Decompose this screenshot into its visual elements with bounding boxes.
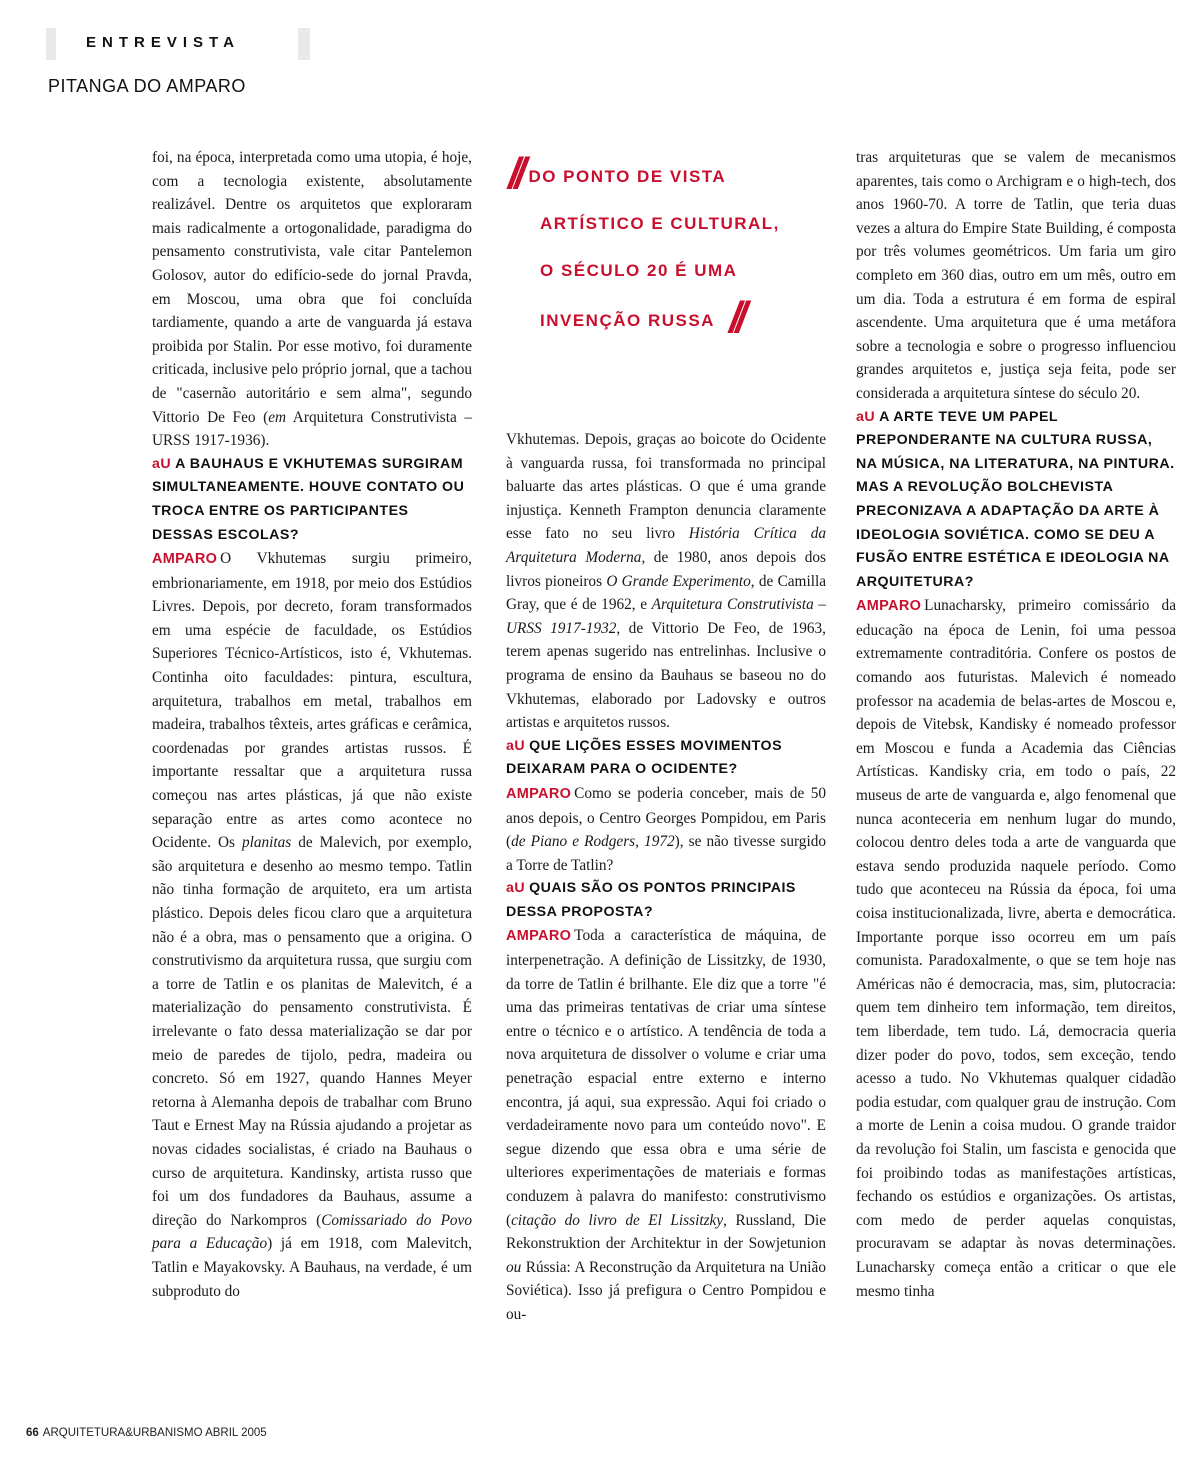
- speaker-label: AMPARO: [856, 598, 922, 615]
- question-marker: aU: [506, 880, 526, 897]
- question-marker: aU: [856, 408, 876, 425]
- article-column-2: [506, 428, 826, 1327]
- section-label: ENTREVISTA: [86, 34, 240, 51]
- question-marker: aU: [152, 455, 172, 472]
- page-footer: [26, 1427, 267, 1439]
- article-column-1: [152, 146, 472, 1303]
- paragraph: Vkhutemas. Depois, graças ao boicote do Ocidente à vanguarda russa, foi transformada no principal baluarte das artes plásticas. O que é uma grande injustiça. Kenneth Frampton denuncia claramente esse fato no seu livro História Crítica da Arquitetura Moderna, de 1980, anos depois dos livros pioneiros O Grande Experimento, de Camilla Gray, que é de 1962, e Arquitetura Construtivista – URSS 1917-1932, de Vittorio De Feo, de 1963, terem apenas sugerido nas entrelinhas. Inclusive o programa de ensino da Bauhaus se baseou no do Vkhutemas, elaborado por Ladovsky e outros artistas e arquitetos russos.: [506, 431, 827, 732]
- page-number: 66: [26, 1427, 39, 1439]
- quote-open-mark: //: [508, 149, 521, 198]
- section-tab: [46, 28, 310, 60]
- speaker-label: AMPARO: [506, 785, 572, 802]
- interview-question: aU QUAIS SÃO OS PONTOS PRINCIPAIS DESSA PROPOSTA?: [506, 880, 796, 920]
- interview-question: aU A ARTE TEVE UM PAPEL PREPONDERANTE NA CULTURA RUSSA, NA MÚSICA, NA LITERATURA, NA PINTURA. MAS A REVOLUÇÃO BOLCHEVISTA PRECONIZAVA A ADAPTAÇÃO DA ARTE À IDEOLOGIA SOVIÉTICA. COMO SE DEU A FUSÃO ENTRE ESTÉTICA E IDEOLOGIA NA ARQUITETURA?: [856, 408, 1175, 590]
- interview-answer: AMPARO Toda a característica de máquina, de interpenetração. A definição de Lissitzky, de 1930, da torre de Tatlin é brilhante. Ele diz que a torre "é uma das primeiras tentativas de criar uma síntese entre o técnico e o artístico. A tendência de toda a nova arquitetura de dissolver o volume e criar uma penetração espacial entre externo e interno encontra, já aqui, sua expressão. Aqui foi criado o verdadeiramente novo para um conteúdo novo". E segue dizendo que essa obra e uma série de ulteriores experimentações de materiais e formas conduzem à palavra do manifesto: construtivismo (citação do livro de El Lissitzky, Russland, Die Rekonstruktion der Architektur in der Sowjetunion ou Rússia: A Reconstrução da Arquitetura na União Soviética). Isso já prefigura o Centro Pompidou e ou-: [506, 927, 826, 1323]
- interview-question: aU A BAUHAUS E VKHUTEMAS SURGIRAM SIMULTANEAMENTE. HOUVE CONTATO OU TROCA ENTRE OS PARTICIPANTES DESSAS ESCOLAS?: [152, 455, 465, 543]
- interview-answer: AMPARO Como se poderia conceber, mais de 50 anos depois, o Centro Georges Pompidou, em Paris (de Piano e Rodgers, 1972), se não tivesse surgido a Torre de Tatlin?: [506, 784, 826, 874]
- quote-close-mark: //: [728, 293, 742, 342]
- publication-info: ARQUITETURA&URBANISMO ABRIL 2005: [42, 1427, 267, 1439]
- interview-answer: AMPARO Lunacharsky, primeiro comissário da educação na época de Lenin, foi uma pessoa extremamente contraditória. Confere os postos de comando aos futuristas. Malevich é nomeado professor na academia de belas-artes de Moscou e, depois de Vitebsk, Kandisky é nomeado professor em Moscou e funda a Academia das Ciências Artísticas. Kandisky cria, em todo o país, 22 museus de arte de vanguarda e, algo fenomenal que nunca aconteceria em nenhum lugar do mundo, colocou dentro deles toda a arte de vanguarda que estava sendo produzida naquele período. Como tudo que aconteceu na Rússia da época, foi uma coisa institucionalizada, livre, aberta e democrática. Importante porque isso ocorreu em um país comunista. Paradoxalmente, o que se tem hoje nas Américas não é democracia, mas, sim, plutocracia: quem tem dinheiro tem informação, tem direitos, tem liberdade, tem tudo. Lá, democracia queria dizer poder do povo, todos, sem exceção, tendo acesso a tudo. No Vkhutemas qualquer cidadão podia estudar, com qualquer grau de instrução. Com a morte de Lenin a coisa mudou. O grande traidor da revolução foi Stalin, um fascista e genocida que foi proibindo todas as manifestações artísticas, fechando os estúdios e organizações. Os artistas, com medo de perder aquelas conquistas, procuravam se adaptar às novas determinações. Lunacharsky começa então a criticar o que ele mesmo tinha: [856, 597, 1176, 1300]
- interview-question: aU QUE LIÇÕES ESSES MOVIMENTOS DEIXARAM PARA O OCIDENTE?: [506, 737, 783, 778]
- author-name: PITANGA DO AMPARO: [48, 76, 246, 96]
- speaker-label: AMPARO: [152, 551, 218, 568]
- paragraph: tras arquiteturas que se valem de mecanismos aparentes, tais como o Archigram e o high-tech, dos anos 1960-70. A torre de Tatlin, que teria duas vezes a altura do Empire State Building, é composta por três volumes geométricos. Um faria um giro completo em 360 dias, outro em um mês, outro em um dia. Toda a estrutura é em forma de espiral ascendente. Uma arquitetura que é uma metáfora sobre a tecnologia e sobre o progresso influenciou grandes arquitetos e, justiça seja feita, pode ser considerada a arquitetura síntese do século 20.: [856, 149, 1176, 402]
- pull-quote: // DO PONTO DE VISTA ARTÍSTICO E CULTURAL, O SÉCULO 20 É UMA INVENÇÃO RUSSA //: [508, 149, 780, 342]
- article-column-3: [856, 146, 1176, 1303]
- interview-answer: AMPARO O Vkhutemas surgiu primeiro, embrionariamente, em 1918, por meio dos Estúdios Livres. Depois, por decreto, foram transformados em uma espécie de faculdade, os Estúdios Superiores Técnico-Artísticos, isto é, Vkhutemas. Continha oito faculdades: pintura, escultura, arquitetura, trabalhos em metal, trabalhos em madeira, trabalhos têxteis, artes gráficas e cerâmica, coordenadas por grandes artistas russos. É importante ressaltar que a arquitetura russa começou nas artes plásticas, já que não existe separação entre as artes como acontece no Ocidente. Os planitas de Malevich, por exemplo, são arquitetura e desenho ao mesmo tempo. Tatlin não tinha formação de arquiteto, era um artista plástico. Depois deles ficou claro que a arquitetura não é a obra, mas o pensamento que a origina. O construtivismo da arquitetura russa, que surgiu com a torre de Tatlin e os planitas de Malevitch, é a materialização do pensamento construtivista. É irrelevante o fato dessa materialização se dar por meio de paredes de tijolo, pedra, madeira ou concreto. Só em 1927, quando Hannes Meyer retorna à Alemanha depois de trabalhar com Bruno Taut e Ernest May na Rússia ajudando a projetar as novas cidades socialistas, é criado na Bauhaus o curso de arquitetura. Kandinsky, artista russo que foi um dos fundadores da Bauhaus, assume a direção do Narkompros (Comissariado do Povo para a Educação) já em 1918, com Malevitch, Tatlin e Mayakovsky. A Bauhaus, na verdade, é um subproduto do: [152, 550, 472, 1300]
- speaker-label: AMPARO: [506, 928, 572, 945]
- paragraph: foi, na época, interpretada como uma utopia, é hoje, com a tecnologia existente, absolutamente realizável. Dentre os arquitetos que exploraram mais radicalmente a ortogonalidade, paradigma do pensamento construtivista, vale citar Pantelemon Golosov, autor do edifício-sede do jornal Pravda, em Moscou, uma obra que foi concluída tardiamente, quando a arte de vanguarda já estava proibida por Stalin. Por esse motivo, foi duramente criticada, inclusive pelo próprio jornal, que a tachou de "casernão autoritário e sem alma", segundo Vittorio De Feo (em Arquitetura Construtivista – URSS 1917-1936).: [152, 149, 472, 450]
- question-marker: aU: [506, 737, 526, 754]
